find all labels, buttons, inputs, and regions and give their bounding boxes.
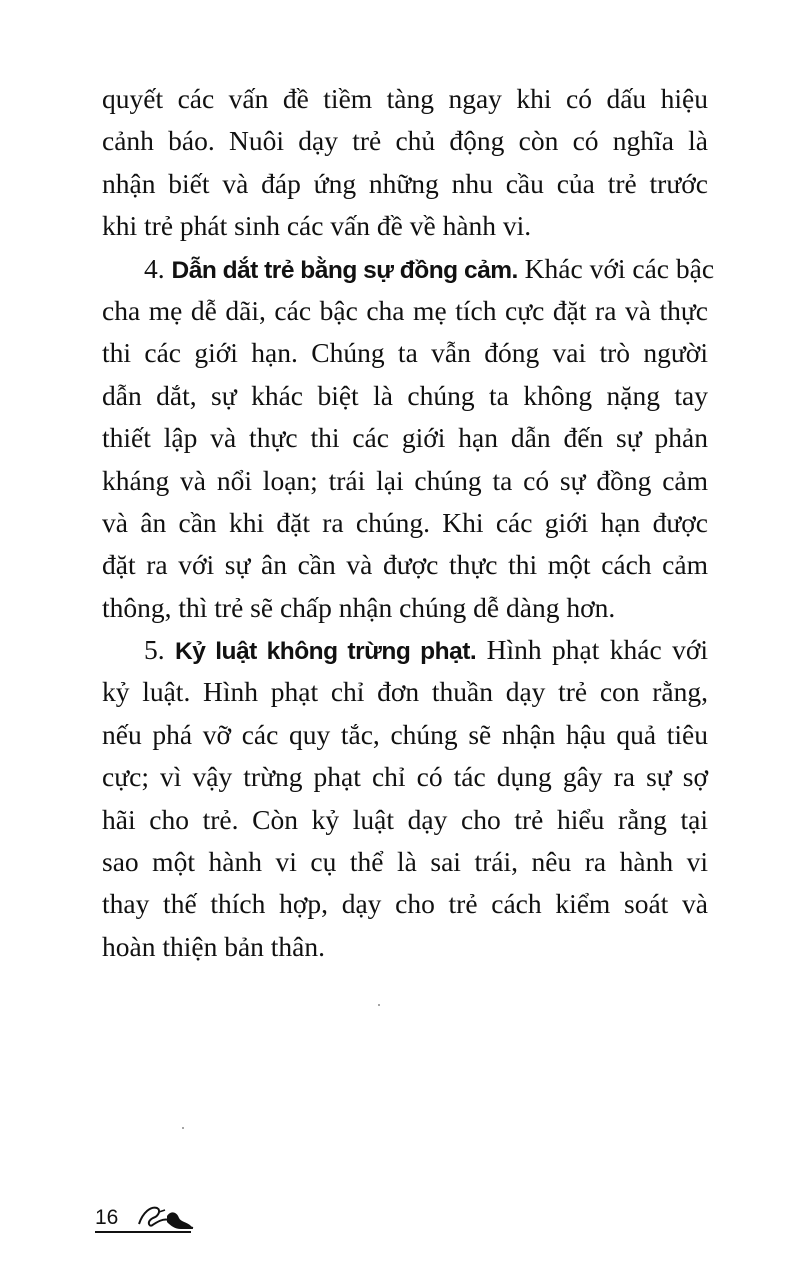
text-line: cảnh báo. Nuôi dạy trẻ chủ động còn có nghĩa là (102, 125, 708, 157)
numbered-item-4 (102, 248, 715, 630)
item-first-line-rest: Hình phạt khác với (486, 634, 709, 666)
item-first-line (102, 629, 708, 671)
text-line: hoàn thiện bản thân. (102, 930, 325, 962)
text-line: cha mẹ dễ dãi, các bậc cha mẹ tích cực đặt ra và thực (102, 294, 708, 326)
page-number: 16 (95, 1206, 119, 1229)
text-line: thiết lập và thực thi các giới hạn dẫn đến sự phản (102, 422, 708, 454)
body-text (102, 78, 715, 968)
text-line: thông, thì trẻ sẽ chấp nhận chúng dễ dàng hơn. (102, 591, 616, 623)
item-heading: Dẫn dắt trẻ bằng sự đồng cảm. (171, 256, 518, 284)
item-first-line-rest: Khác với các bậc (524, 252, 715, 284)
text-line: hãi cho trẻ. Còn kỷ luật dạy cho trẻ hiểu rằng tại (102, 803, 708, 835)
text-line: thi các giới hạn. Chúng ta vẫn đóng vai trò người (102, 337, 708, 369)
page-footer (95, 1198, 255, 1238)
pen-quill-ornament-icon (137, 1198, 195, 1234)
text-line: sao một hành vi cụ thể là sai trái, nêu ra hành vi (102, 846, 708, 878)
text-line: khi trẻ phát sinh các vấn đề về hành vi. (102, 210, 532, 242)
print-speck (378, 1004, 380, 1006)
text-line: thay thế thích hợp, dạy cho trẻ cách kiểm soát và (102, 888, 708, 920)
text-line: nếu phá vỡ các quy tắc, chúng sẽ nhận hậu quả tiêu (102, 718, 708, 750)
text-line: và ân cần khi đặt ra chúng. Khi các giới hạn được (102, 506, 708, 538)
item-first-line (102, 248, 715, 290)
text-line: kỷ luật. Hình phạt chỉ đơn thuần dạy trẻ con rằng, (102, 676, 708, 708)
item-number: 4. (144, 252, 165, 284)
text-line: kháng và nổi loạn; trái lại chúng ta có sự đồng cảm (102, 464, 708, 496)
paragraph-continuation (102, 78, 708, 248)
text-line: cực; vì vậy trừng phạt chỉ có tác dụng gây ra sự sợ (102, 761, 708, 793)
item-heading: Kỷ luật không trừng phạt. (175, 638, 477, 666)
text-line: dẫn dắt, sự khác biệt là chúng ta không nặng tay (102, 379, 708, 411)
text-line: đặt ra với sự ân cần và được thực thi một cách cảm (102, 549, 708, 581)
text-line: nhận biết và đáp ứng những nhu cầu của trẻ trước (102, 167, 708, 199)
item-number: 5. (144, 634, 165, 666)
print-speck (182, 1127, 184, 1129)
text-line: quyết các vấn đề tiềm tàng ngay khi có dấu hiệu (102, 83, 708, 114)
numbered-item-5 (102, 629, 708, 968)
